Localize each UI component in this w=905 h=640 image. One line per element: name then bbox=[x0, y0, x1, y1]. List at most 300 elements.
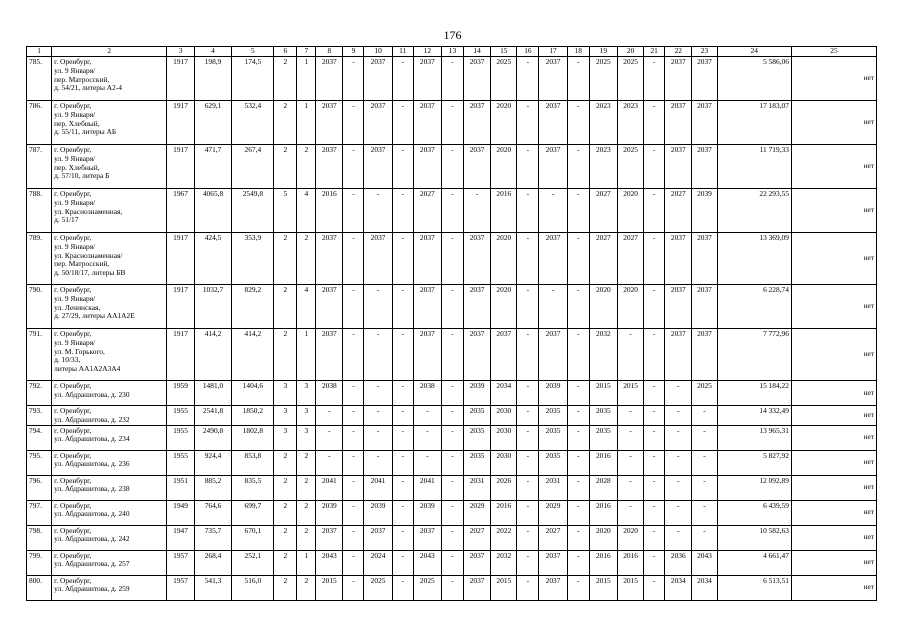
value-cell: 1949 bbox=[167, 500, 194, 525]
value-cell: 2020 bbox=[491, 101, 517, 145]
flag-cell: нет bbox=[791, 381, 876, 406]
value-cell: 2037 bbox=[539, 57, 567, 101]
table-row bbox=[27, 285, 877, 329]
value-cell: 2016 bbox=[618, 550, 644, 575]
value-cell: - bbox=[567, 550, 589, 575]
address-line: ул. 9 Января/ bbox=[54, 241, 96, 251]
address-line: ул. Абдрашитова, д. 259 bbox=[54, 584, 130, 594]
value-cell: 2 bbox=[274, 500, 297, 525]
row-number-cell: 792. bbox=[27, 381, 52, 406]
cost-cell: 6 228,74 bbox=[717, 285, 791, 329]
value-cell: 1917 bbox=[167, 233, 194, 285]
cost-cell: 5 586,06 bbox=[717, 57, 791, 101]
value-cell: 2043 bbox=[692, 550, 717, 575]
column-number-cell: 18 bbox=[567, 47, 589, 57]
value-cell: 2022 bbox=[491, 525, 517, 550]
flag-cell: нет bbox=[791, 425, 876, 450]
cost-cell: 13 965,31 bbox=[717, 425, 791, 450]
address-line: г. Оренбург, bbox=[54, 285, 92, 294]
value-cell: 5 bbox=[274, 189, 297, 233]
value-cell: 1917 bbox=[167, 329, 194, 381]
value-cell: - bbox=[364, 450, 392, 475]
value-cell: 2015 bbox=[589, 575, 617, 600]
value-cell: 2025 bbox=[589, 57, 617, 101]
value-cell: 2016 bbox=[316, 189, 343, 233]
address-line: ул. 9 Января/ bbox=[54, 153, 96, 163]
value-cell: 2025 bbox=[618, 145, 644, 189]
value-cell: 2020 bbox=[491, 285, 517, 329]
value-cell: - bbox=[392, 285, 413, 329]
flag-cell: нет bbox=[791, 57, 876, 101]
value-cell: 2036 bbox=[665, 550, 692, 575]
value-cell: 699,7 bbox=[232, 500, 274, 525]
table-row bbox=[27, 550, 877, 575]
value-cell: 2016 bbox=[589, 450, 617, 475]
value-cell: - bbox=[665, 381, 692, 406]
value-cell: - bbox=[392, 425, 413, 450]
value-cell: - bbox=[539, 189, 567, 233]
address-line: д. 55/11, литеры АБ bbox=[54, 127, 117, 137]
value-cell: 2024 bbox=[364, 550, 392, 575]
table-row bbox=[27, 500, 877, 525]
address-line: ул. М. Горького, bbox=[54, 346, 105, 356]
column-number-cell: 7 bbox=[297, 47, 316, 57]
flag-cell: нет bbox=[791, 475, 876, 500]
table-row bbox=[27, 189, 877, 233]
cost-cell: 4 661,47 bbox=[717, 550, 791, 575]
column-number-cell: 8 bbox=[316, 47, 343, 57]
value-cell: 2037 bbox=[413, 285, 441, 329]
address-line: ул. Краснознаменная/ bbox=[54, 250, 123, 260]
value-cell: 2030 bbox=[491, 425, 517, 450]
value-cell: 2037 bbox=[413, 525, 441, 550]
address-cell bbox=[52, 475, 167, 500]
cost-cell: 12 092,89 bbox=[717, 475, 791, 500]
value-cell: - bbox=[644, 329, 665, 381]
value-cell: 2035 bbox=[589, 425, 617, 450]
cost-cell: 6 439,59 bbox=[717, 500, 791, 525]
value-cell: 2038 bbox=[316, 381, 343, 406]
value-cell: 2037 bbox=[316, 329, 343, 381]
value-cell: - bbox=[392, 575, 413, 600]
value-cell: 424,5 bbox=[194, 233, 232, 285]
address-line: пер. Матросский, bbox=[54, 74, 110, 84]
address-line: ул. Краснознаменная, bbox=[54, 206, 123, 216]
value-cell: - bbox=[567, 329, 589, 381]
value-cell: 2027 bbox=[618, 233, 644, 285]
value-cell: 1481,0 bbox=[194, 381, 232, 406]
column-number-cell: 19 bbox=[589, 47, 617, 57]
row-number-cell: 787. bbox=[27, 145, 52, 189]
value-cell: 2549,8 bbox=[232, 189, 274, 233]
value-cell: 2043 bbox=[413, 550, 441, 575]
value-cell: 2037 bbox=[316, 101, 343, 145]
address-cell bbox=[52, 285, 167, 329]
table-row bbox=[27, 406, 877, 426]
address-cell bbox=[52, 525, 167, 550]
value-cell: 885,2 bbox=[194, 475, 232, 500]
table-row bbox=[27, 381, 877, 406]
value-cell: 1957 bbox=[167, 550, 194, 575]
value-cell: 2031 bbox=[539, 475, 567, 500]
address-cell bbox=[52, 101, 167, 145]
value-cell: 2025 bbox=[618, 57, 644, 101]
cost-cell: 11 719,33 bbox=[717, 145, 791, 189]
address-cell bbox=[52, 57, 167, 101]
value-cell: - bbox=[644, 450, 665, 475]
value-cell: 2016 bbox=[491, 189, 517, 233]
value-cell: 2037 bbox=[463, 550, 490, 575]
value-cell: 735,7 bbox=[194, 525, 232, 550]
column-number-cell: 9 bbox=[343, 47, 364, 57]
value-cell: 2023 bbox=[589, 145, 617, 189]
row-number-cell: 789. bbox=[27, 233, 52, 285]
value-cell: 2037 bbox=[463, 233, 490, 285]
value-cell: 2037 bbox=[316, 285, 343, 329]
value-cell: - bbox=[413, 425, 441, 450]
value-cell: - bbox=[343, 285, 364, 329]
value-cell: - bbox=[517, 189, 539, 233]
value-cell: 2034 bbox=[692, 575, 717, 600]
value-cell: 835,5 bbox=[232, 475, 274, 500]
value-cell: - bbox=[567, 406, 589, 426]
value-cell: 2020 bbox=[491, 145, 517, 189]
address-line: г. Оренбург, bbox=[54, 475, 92, 485]
value-cell: 1955 bbox=[167, 450, 194, 475]
value-cell: 2 bbox=[274, 450, 297, 475]
value-cell: 2015 bbox=[589, 381, 617, 406]
value-cell: 2023 bbox=[589, 101, 617, 145]
column-number-cell: 1 bbox=[27, 47, 52, 57]
value-cell: - bbox=[644, 285, 665, 329]
value-cell: - bbox=[618, 406, 644, 426]
column-number-cell: 3 bbox=[167, 47, 194, 57]
value-cell: 2 bbox=[297, 233, 316, 285]
value-cell: - bbox=[343, 57, 364, 101]
value-cell: - bbox=[392, 57, 413, 101]
column-number-cell: 2 bbox=[52, 47, 167, 57]
value-cell: 2027 bbox=[539, 525, 567, 550]
column-number-row bbox=[27, 47, 877, 57]
value-cell: 1955 bbox=[167, 425, 194, 450]
value-cell: - bbox=[441, 500, 463, 525]
address-line: ул. 9 Января/ bbox=[54, 293, 96, 303]
value-cell: 1802,8 bbox=[232, 425, 274, 450]
value-cell: - bbox=[567, 57, 589, 101]
row-number-cell: 797. bbox=[27, 500, 52, 525]
value-cell: 829,2 bbox=[232, 285, 274, 329]
value-cell: 2037 bbox=[463, 575, 490, 600]
address-cell bbox=[52, 450, 167, 475]
value-cell: - bbox=[644, 145, 665, 189]
value-cell: 1917 bbox=[167, 145, 194, 189]
value-cell: 2037 bbox=[692, 329, 717, 381]
cost-cell: 15 184,22 bbox=[717, 381, 791, 406]
value-cell: - bbox=[567, 381, 589, 406]
value-cell: 2037 bbox=[463, 285, 490, 329]
address-line: пер. Матросский, bbox=[54, 259, 110, 269]
value-cell: 2015 bbox=[491, 575, 517, 600]
value-cell: - bbox=[644, 575, 665, 600]
value-cell: 2037 bbox=[463, 145, 490, 189]
value-cell: 2026 bbox=[491, 475, 517, 500]
value-cell: 2490,8 bbox=[194, 425, 232, 450]
value-cell: 2 bbox=[297, 475, 316, 500]
address-cell bbox=[52, 329, 167, 381]
value-cell: 2037 bbox=[491, 329, 517, 381]
value-cell: 2035 bbox=[539, 425, 567, 450]
value-cell: 924,4 bbox=[194, 450, 232, 475]
row-number-cell: 800. bbox=[27, 575, 52, 600]
value-cell: 2039 bbox=[539, 381, 567, 406]
table-row bbox=[27, 425, 877, 450]
table-row bbox=[27, 450, 877, 475]
value-cell: - bbox=[441, 406, 463, 426]
value-cell: 2041 bbox=[316, 475, 343, 500]
value-cell: 2032 bbox=[491, 550, 517, 575]
value-cell: 2034 bbox=[491, 381, 517, 406]
value-cell: 2016 bbox=[589, 500, 617, 525]
cost-cell: 17 183,07 bbox=[717, 101, 791, 145]
value-cell: 252,1 bbox=[232, 550, 274, 575]
value-cell: - bbox=[364, 189, 392, 233]
flag-cell: нет bbox=[791, 550, 876, 575]
value-cell: 1 bbox=[297, 550, 316, 575]
value-cell: 2037 bbox=[413, 57, 441, 101]
address-line: г. Оренбург, bbox=[54, 575, 92, 585]
value-cell: 2027 bbox=[413, 189, 441, 233]
value-cell: - bbox=[392, 500, 413, 525]
value-cell: 2 bbox=[297, 145, 316, 189]
value-cell: 2 bbox=[274, 475, 297, 500]
value-cell: 268,4 bbox=[194, 550, 232, 575]
value-cell: 541,3 bbox=[194, 575, 232, 600]
value-cell: - bbox=[364, 406, 392, 426]
value-cell: - bbox=[316, 406, 343, 426]
value-cell: - bbox=[517, 406, 539, 426]
value-cell: - bbox=[441, 381, 463, 406]
value-cell: 2037 bbox=[316, 233, 343, 285]
value-cell: - bbox=[665, 475, 692, 500]
value-cell: 2037 bbox=[364, 233, 392, 285]
value-cell: 4 bbox=[297, 285, 316, 329]
value-cell: - bbox=[392, 525, 413, 550]
value-cell: 2037 bbox=[692, 57, 717, 101]
value-cell: 2037 bbox=[692, 233, 717, 285]
value-cell: - bbox=[441, 550, 463, 575]
value-cell: - bbox=[665, 406, 692, 426]
address-cell bbox=[52, 575, 167, 600]
value-cell: 2037 bbox=[692, 101, 717, 145]
value-cell: 2541,8 bbox=[194, 406, 232, 426]
value-cell: 2037 bbox=[539, 575, 567, 600]
value-cell: 2030 bbox=[491, 406, 517, 426]
value-cell: 2037 bbox=[364, 145, 392, 189]
flag-cell: нет bbox=[791, 189, 876, 233]
value-cell: - bbox=[441, 101, 463, 145]
value-cell: 2037 bbox=[413, 329, 441, 381]
value-cell: 2037 bbox=[692, 145, 717, 189]
value-cell: - bbox=[567, 233, 589, 285]
column-number-cell: 25 bbox=[791, 47, 876, 57]
value-cell: - bbox=[618, 475, 644, 500]
value-cell: - bbox=[517, 57, 539, 101]
value-cell: 174,5 bbox=[232, 57, 274, 101]
value-cell: 1404,6 bbox=[232, 381, 274, 406]
flag-cell: нет bbox=[791, 450, 876, 475]
value-cell: 2037 bbox=[665, 285, 692, 329]
value-cell: - bbox=[364, 381, 392, 406]
row-number-cell: 788. bbox=[27, 189, 52, 233]
value-cell: - bbox=[517, 525, 539, 550]
value-cell: - bbox=[644, 233, 665, 285]
table-row bbox=[27, 145, 877, 189]
value-cell: 2 bbox=[274, 233, 297, 285]
value-cell: 2035 bbox=[463, 425, 490, 450]
value-cell: - bbox=[441, 285, 463, 329]
value-cell: - bbox=[316, 450, 343, 475]
value-cell: 2 bbox=[274, 550, 297, 575]
address-line: ул. Абдрашитова, д. 234 bbox=[54, 434, 130, 444]
value-cell: - bbox=[441, 233, 463, 285]
page-number: 176 bbox=[443, 28, 462, 42]
address-line: литеры АА1А2А3А4 bbox=[54, 364, 121, 374]
value-cell: 3 bbox=[274, 425, 297, 450]
row-number-cell: 790. bbox=[27, 285, 52, 329]
value-cell: - bbox=[343, 101, 364, 145]
row-number-cell: 793. bbox=[27, 406, 52, 426]
value-cell: 2037 bbox=[665, 57, 692, 101]
value-cell: - bbox=[392, 329, 413, 381]
value-cell: - bbox=[618, 500, 644, 525]
value-cell: 516,0 bbox=[232, 575, 274, 600]
value-cell: - bbox=[343, 233, 364, 285]
value-cell: 2035 bbox=[539, 450, 567, 475]
column-number-cell: 16 bbox=[517, 47, 539, 57]
column-number-cell: 5 bbox=[232, 47, 274, 57]
value-cell: - bbox=[644, 475, 665, 500]
address-line: ул. Абдрашитова, д. 236 bbox=[54, 459, 130, 469]
value-cell: - bbox=[392, 233, 413, 285]
value-cell: - bbox=[567, 500, 589, 525]
address-line: г. Оренбург, bbox=[54, 500, 92, 510]
value-cell: 414,2 bbox=[194, 329, 232, 381]
value-cell: 2039 bbox=[463, 381, 490, 406]
value-cell: - bbox=[364, 329, 392, 381]
address-line: г. Оренбург, bbox=[54, 57, 92, 66]
value-cell: - bbox=[392, 550, 413, 575]
value-cell: 471,7 bbox=[194, 145, 232, 189]
value-cell: - bbox=[517, 450, 539, 475]
value-cell: - bbox=[441, 425, 463, 450]
column-number-cell: 17 bbox=[539, 47, 567, 57]
value-cell: 2016 bbox=[491, 500, 517, 525]
value-cell: 2030 bbox=[491, 450, 517, 475]
value-cell: 1 bbox=[297, 101, 316, 145]
value-cell: 853,8 bbox=[232, 450, 274, 475]
value-cell: 2037 bbox=[539, 550, 567, 575]
value-cell: 1032,7 bbox=[194, 285, 232, 329]
value-cell: - bbox=[517, 575, 539, 600]
address-line: пер. Хлебный, bbox=[54, 162, 100, 172]
table-row bbox=[27, 525, 877, 550]
column-number-cell: 13 bbox=[441, 47, 463, 57]
value-cell: 2 bbox=[274, 57, 297, 101]
address-cell bbox=[52, 406, 167, 426]
value-cell: - bbox=[392, 101, 413, 145]
address-line: г. Оренбург, bbox=[54, 525, 92, 535]
value-cell: 2037 bbox=[463, 101, 490, 145]
value-cell: - bbox=[441, 525, 463, 550]
value-cell: 3 bbox=[297, 425, 316, 450]
value-cell: - bbox=[441, 189, 463, 233]
value-cell: - bbox=[692, 500, 717, 525]
value-cell: 414,2 bbox=[232, 329, 274, 381]
cost-cell: 7 772,96 bbox=[717, 329, 791, 381]
value-cell: - bbox=[441, 450, 463, 475]
value-cell: - bbox=[343, 525, 364, 550]
value-cell: - bbox=[567, 525, 589, 550]
value-cell: - bbox=[441, 57, 463, 101]
value-cell: 2037 bbox=[665, 233, 692, 285]
value-cell: - bbox=[364, 425, 392, 450]
address-line: г. Оренбург, bbox=[54, 145, 92, 154]
column-number-cell: 24 bbox=[717, 47, 791, 57]
address-line: г. Оренбург, bbox=[54, 329, 92, 338]
value-cell: - bbox=[392, 189, 413, 233]
value-cell: - bbox=[567, 575, 589, 600]
value-cell: - bbox=[517, 329, 539, 381]
value-cell: 2 bbox=[274, 145, 297, 189]
value-cell: 1 bbox=[297, 329, 316, 381]
cost-cell: 22 293,55 bbox=[717, 189, 791, 233]
value-cell: 2037 bbox=[665, 101, 692, 145]
table-row bbox=[27, 329, 877, 381]
value-cell: 2035 bbox=[463, 450, 490, 475]
value-cell: 2037 bbox=[539, 329, 567, 381]
value-cell: 2035 bbox=[539, 406, 567, 426]
address-line: д. 50/18/17, литеры БВ bbox=[54, 268, 126, 278]
value-cell: 1955 bbox=[167, 406, 194, 426]
value-cell: 2037 bbox=[413, 233, 441, 285]
value-cell: 764,6 bbox=[194, 500, 232, 525]
address-line: ул. Абдрашитова, д. 240 bbox=[54, 509, 130, 519]
cost-cell: 10 582,63 bbox=[717, 525, 791, 550]
cost-cell: 6 513,51 bbox=[717, 575, 791, 600]
value-cell: 2037 bbox=[364, 525, 392, 550]
value-cell: 3 bbox=[274, 406, 297, 426]
value-cell: - bbox=[567, 450, 589, 475]
value-cell: 2 bbox=[274, 575, 297, 600]
value-cell: 2025 bbox=[692, 381, 717, 406]
column-number-cell: 21 bbox=[644, 47, 665, 57]
value-cell: 1917 bbox=[167, 101, 194, 145]
value-cell: - bbox=[618, 329, 644, 381]
value-cell: 1959 bbox=[167, 381, 194, 406]
value-cell: 2025 bbox=[491, 57, 517, 101]
value-cell: 3 bbox=[297, 381, 316, 406]
value-cell: - bbox=[539, 285, 567, 329]
value-cell: 2038 bbox=[413, 381, 441, 406]
value-cell: 2 bbox=[274, 285, 297, 329]
address-line: ул. Ленинская, bbox=[54, 302, 101, 312]
value-cell: 1957 bbox=[167, 575, 194, 600]
value-cell: - bbox=[567, 145, 589, 189]
value-cell: - bbox=[692, 475, 717, 500]
row-number-cell: 791. bbox=[27, 329, 52, 381]
value-cell: - bbox=[392, 406, 413, 426]
address-line: д. 51/17 bbox=[54, 215, 79, 225]
